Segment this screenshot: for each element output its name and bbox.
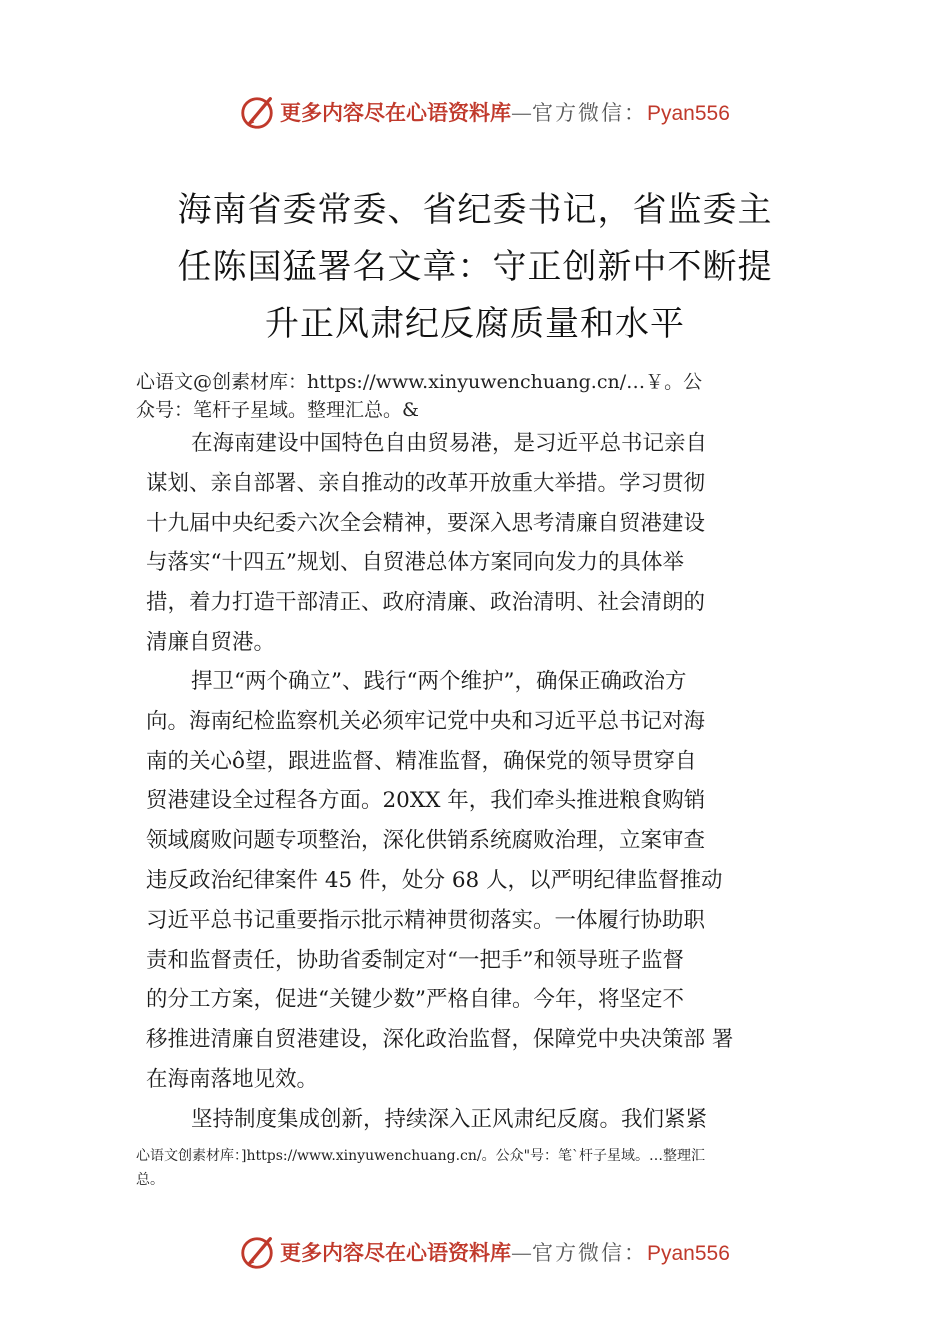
title-line: 任陈国猛署名文章：守正创新中不断提: [177, 247, 773, 287]
text-line: 责和监督责任，协助省委制定对“一把手”和领导班子监督: [146, 947, 684, 973]
paragraph-1: [146, 424, 816, 663]
banner-text: [280, 1238, 730, 1269]
text-line: 领域腐败问题专项整治，深化供销系统腐败治理，立案审查: [146, 828, 706, 854]
source-line: 心语文@创素材库：https://www.xinyuwenchuang.cn/…￥。公: [136, 371, 703, 393]
paragraph-2: [146, 662, 816, 1100]
footer-banner: [0, 1232, 950, 1276]
footnote-line: 总。: [136, 1172, 164, 1188]
text-line: 南的关心ô望，跟进监督、精准监督，确保党的领导贯穿自: [146, 748, 697, 774]
source-line: 众号：笔杆子星域。整理汇总。&: [136, 399, 419, 421]
brush-logo-icon: [238, 94, 276, 132]
text-line: 在海南落地见效。: [146, 1066, 319, 1092]
banner-dash: —: [511, 101, 532, 125]
banner-dash: —: [511, 1241, 532, 1265]
banner-wechat-id: Pyan556: [647, 1242, 730, 1265]
text-line: 谋划、亲自部署、亲自推动的改革开放重大举措。学习贯彻: [146, 470, 706, 496]
title-line: 升正风肃纪反腐质量和水平: [265, 304, 685, 344]
paragraph-3: [146, 1100, 816, 1140]
banner-wechat-id: Pyan556: [647, 102, 730, 125]
text-line: 在海南建设中国特色自由贸易港，是习近平总书记亲自: [191, 431, 708, 456]
banner-wechat-label: 官方微信：: [532, 101, 647, 125]
text-line: 贸港建设全过程各方面。20XX 年，我们牵头推进粮食购销: [146, 788, 706, 814]
text-line: 与落实“十四五”规划、自贸港总体方案同向发力的具体举: [146, 550, 684, 576]
text-line: 坚持制度集成创新，持续深入正风肃纪反腐。我们紧紧: [191, 1107, 708, 1132]
banner-text: [280, 98, 730, 129]
brush-logo-icon: [238, 1234, 276, 1272]
text-line: 十九届中央纪委六次全会精神，要深入思考清廉自贸港建设: [146, 510, 706, 536]
article-title: [150, 182, 800, 353]
text-line: 违反政治纪律案件 45 件，处分 68 人，以严明纪律监督推动: [146, 867, 723, 893]
source-note: [136, 368, 836, 424]
header-banner: [0, 92, 950, 136]
text-line: 的分工方案，促进“关键少数”严格自律。今年，将坚定不: [146, 987, 684, 1013]
text-line: 向。海南纪检监察机关必须牢记党中央和习近平总书记对海: [146, 708, 706, 734]
text-line: 清廉自贸港。: [146, 629, 276, 655]
footer-source-note: [136, 1144, 836, 1192]
footnote-line: 心语文创素材库：]https://www.xinyuwenchuang.cn/。公众"号：笔`杆子星域。…整理汇: [136, 1148, 706, 1164]
text-line: 措，着力打造干部清正、政府清廉、政治清明、社会清朗的: [146, 590, 706, 616]
text-line: 捍卫“两个确立”、践行“两个维护”，确保正确政治方: [191, 669, 687, 694]
text-line: 习近平总书记重要指示批示精神贯彻落实。一体履行协助职: [146, 907, 706, 933]
text-line: 移推进清廉自贸港建设，深化政治监督，保障党中央决策部 署: [146, 1027, 734, 1053]
banner-brand: 更多内容尽在心语资料库: [280, 100, 511, 125]
banner-wechat-label: 官方微信：: [532, 1241, 647, 1265]
banner-brand: 更多内容尽在心语资料库: [280, 1240, 511, 1265]
title-line: 海南省委常委、省纪委书记，省监委主: [177, 190, 773, 230]
